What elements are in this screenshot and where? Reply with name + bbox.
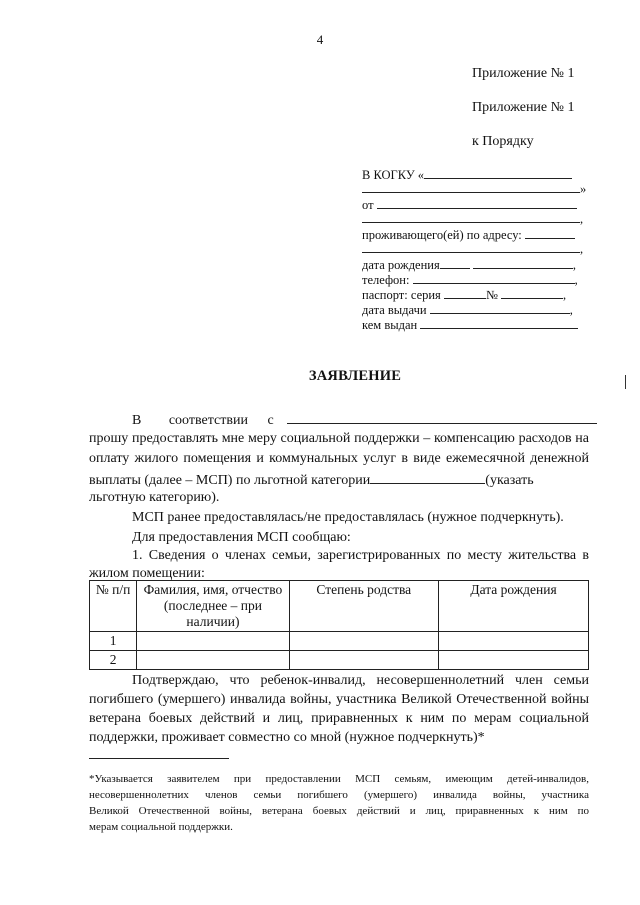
footnote-line-1: *Указывается заявителем при предоставлении МСП семьям, имеющим детей-инвалидов, [89,773,589,785]
passport-line: паспорт: серия № , [362,288,567,302]
phone-label: телефон: [362,273,410,287]
footnote-divider [89,758,229,759]
body-word-with: с [267,413,274,428]
birth-date-blank-2[interactable] [473,256,573,269]
appendix-label-2: Приложение № 1 [472,100,575,115]
footnote-line-4: мерам социальной поддержки. [89,821,233,833]
birth-date-label: дата рождения [362,258,440,272]
issue-date-blank[interactable] [430,301,570,314]
issued-by-label: кем выдан [362,318,418,332]
passport-number-blank[interactable] [501,286,563,299]
confirm-line-2: погибшего (умершего) инвалида войны, участника Великой Отечественной войны [89,692,589,707]
row-birth-cell[interactable] [439,651,589,670]
row-name-cell[interactable] [137,651,289,670]
from-blank[interactable] [377,196,577,209]
row-number: 1 [90,632,137,651]
recipient-blank[interactable] [424,166,572,179]
law-reference-blank[interactable] [287,411,597,424]
phone-blank[interactable] [413,271,575,284]
from-line-2: , [362,210,583,227]
recipient-label: В КОГКУ « [362,168,425,182]
row-birth-cell[interactable] [439,632,589,651]
issue-date-line: дата выдачи , [362,303,573,317]
birth-date-blank-1[interactable] [440,256,470,269]
table-row [90,632,589,651]
recipient-line-2 [362,180,586,197]
body-line-7: Для предоставления МСП сообщаю: [132,530,351,545]
issue-date-label: дата выдачи [362,303,427,317]
from-label: от [362,198,374,212]
resident-label: проживающего(ей) по адресу: [362,228,522,242]
body-word-accordance: соответствии [168,413,248,428]
passport-series-label: паспорт: серия [362,288,441,302]
col-header-name: Фамилия, имя, отчество (последнее – при наличии) [137,581,289,632]
footnote-line-3: Великой Отечественной войны, ветерана боевых действий и лиц, приравненных к ним по [89,805,589,817]
body-line-6: МСП ранее предоставлялась/не предоставлялась (нужное подчеркнуть). [132,510,564,525]
resident-blank[interactable] [525,226,575,239]
confirm-line-3: ветерана боевых действий и лиц, приравненных к ним по мерам социальной [89,711,589,726]
confirm-line-1: Подтверждаю, что ребенок-инвалид, несовершеннолетний член семьи [132,673,589,688]
body-line-5: льготную категорию). [89,490,220,505]
page-number: 4 [316,32,324,47]
table-row [90,651,589,670]
body-line-3: оплату жилого помещения и коммунальных услуг в виде ежемесячной денежной [89,451,589,466]
issued-by-line [362,316,578,333]
document-title: ЗАЯВЛЕНИЕ [308,368,402,384]
category-hint: (указать [485,473,534,488]
row-relation-cell[interactable] [289,651,438,670]
body-word-in: В [132,413,142,428]
col-header-relation: Степень родства [289,581,438,632]
confirm-line-4: поддержки, проживает совместно со мной (нужное подчеркнуть)* [89,730,485,745]
passport-number-label: № [485,288,498,302]
body-line-1 [132,411,590,429]
row-number: 2 [90,651,137,670]
resident-line-2: , [362,240,583,257]
recipient-blank-2[interactable] [362,180,580,193]
family-members-table [89,580,589,670]
footnote-line-2: несовершеннолетних членов семьи погибшего (умершего) инвалида войны, участника [89,789,589,801]
category-label: выплаты (далее – МСП) по льготной категории [89,473,371,488]
body-line-9: жилом помещении: [89,566,205,581]
body-line-4 [89,471,589,489]
passport-series-blank[interactable] [444,286,486,299]
birth-date-line: дата рождения , [362,258,576,272]
category-blank[interactable] [370,471,485,484]
body-line-2: прошу предоставлять мне меру социальной поддержки – компенсацию расходов на [89,431,589,446]
phone-line: телефон: , [362,273,578,287]
order-reference: к Порядку [472,134,534,149]
col-header-birth-date: Дата рождения [439,581,589,632]
table-header-row [90,581,589,632]
close-quote: » [580,182,587,196]
appendix-label-1: Приложение № 1 [472,66,575,81]
row-name-cell[interactable] [137,632,289,651]
row-relation-cell[interactable] [289,632,438,651]
from-blank-2[interactable] [362,210,580,223]
resident-blank-2[interactable] [362,240,580,253]
body-line-8: 1. Сведения о членах семьи, зарегистрированных по месту жительства в [132,548,589,563]
col-header-number: № п/п [90,581,137,632]
issued-by-blank[interactable] [420,316,578,329]
